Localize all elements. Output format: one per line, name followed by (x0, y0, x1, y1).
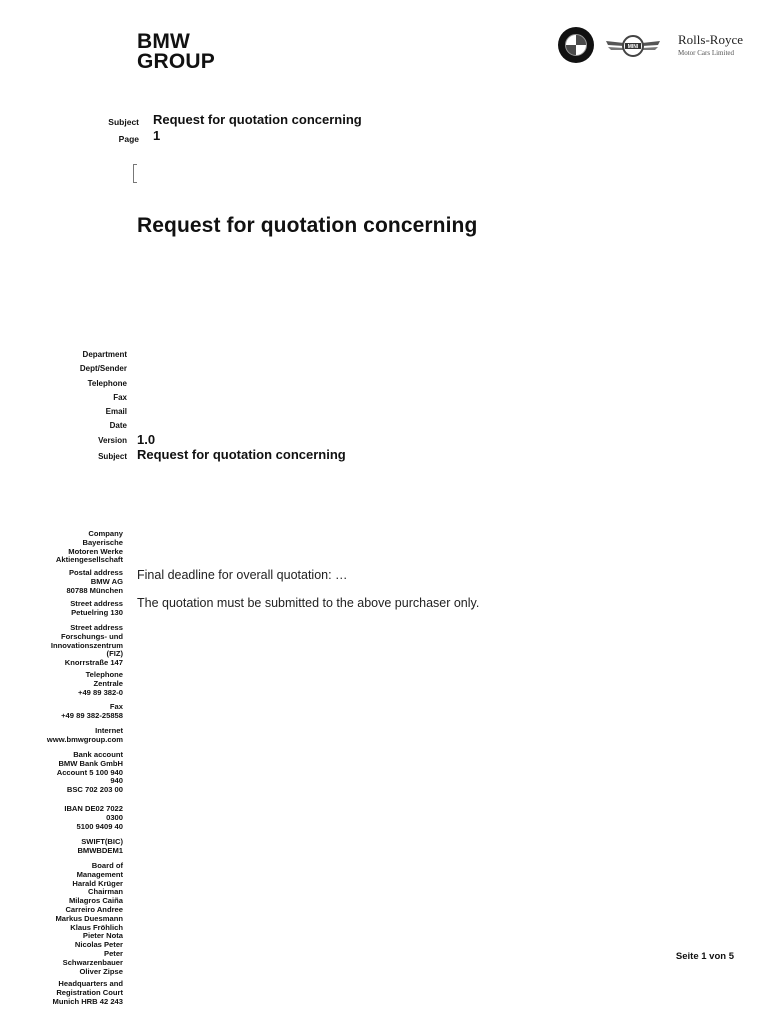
sidebar-line: Innovationszentrum (50, 640, 123, 650)
sidebar-line: BSC 702 203 00 (66, 785, 123, 795)
sidebar-line: Harald Krüger (72, 878, 123, 888)
sidebar-line: Klaus Fröhlich (70, 922, 123, 932)
sidebar-line: Nicolas Peter (74, 940, 123, 950)
submit-note-text: The quotation must be submitted to the above purchaser only. (137, 596, 480, 610)
page-counter: Seite 1 von 5 (675, 951, 734, 962)
sidebar-line: Bank account (73, 750, 123, 759)
brand-logos (556, 24, 756, 66)
sidebar-line: Fax (109, 702, 123, 711)
sidebar-line: Street address (70, 599, 123, 608)
sidebar-line: Board of (91, 861, 123, 870)
version-label: Version (98, 436, 127, 445)
sidebar-line: +49 89 382-25858 (61, 710, 123, 720)
deadline-text: Final deadline for overall quotation: … (137, 568, 348, 582)
sidebar-line: Postal address (68, 568, 123, 577)
sidebar-line: Oliver Zipse (79, 966, 123, 976)
sidebar-hq (20, 980, 123, 1006)
sidebar-line: Markus Duesmann (55, 913, 123, 923)
sidebar-line: Telephone (85, 670, 123, 679)
telephone-label: Telephone (87, 379, 127, 388)
version-value: 1.0 (137, 432, 156, 447)
address-bracket (133, 164, 137, 183)
sidebar-line: Petuelring 130 (71, 607, 123, 617)
sidebar-street-fiz (20, 624, 123, 668)
sidebar-line: Management (76, 869, 123, 879)
sidebar-line: Bayerische (82, 537, 123, 547)
sidebar-line: Aktiengesellschaft (55, 555, 123, 565)
document-title: Request for quotation concerning (137, 214, 478, 237)
sidebar-street (20, 600, 123, 618)
email-label: Email (105, 407, 127, 416)
sidebar-line: www.bmwgroup.com (46, 734, 123, 744)
meta-subject-label: Subject (98, 452, 127, 461)
sidebar-telephone (20, 671, 123, 697)
sidebar-line: BMW Bank GmbH (58, 758, 123, 768)
sidebar-line: 940 (110, 776, 123, 786)
header-subject-value: Request for quotation concerning (153, 112, 362, 127)
mini-logo-icon (606, 36, 660, 56)
header-page-value: 1 (153, 128, 161, 143)
sidebar-line: Milagros Caiña (68, 896, 123, 906)
meta-subject-value: Request for quotation concerning (137, 447, 346, 462)
dept-sender-label: Dept/Sender (79, 364, 127, 373)
header-subject-label: Subject (108, 117, 139, 127)
sidebar-line: BMW AG (90, 576, 123, 586)
sidebar-line: Pieter Nota (82, 931, 123, 941)
sidebar-line: 80788 München (66, 585, 123, 595)
sidebar-line: SWIFT(BIC) (81, 837, 123, 846)
sidebar-line: (FIZ) (106, 649, 123, 659)
header-page-label: Page (118, 134, 139, 144)
sidebar-line: Account 5 100 940 (56, 767, 123, 777)
svg-text:MINI: MINI (627, 44, 639, 50)
sidebar-fax (20, 703, 123, 721)
sidebar-line: 5100 9409 40 (76, 821, 123, 831)
sidebar-swift (20, 838, 123, 856)
sidebar-iban (20, 805, 123, 831)
sidebar-board (20, 862, 123, 976)
sidebar-line: Forschungs- und (60, 631, 123, 641)
sidebar-line: IBAN DE02 7022 (64, 804, 123, 813)
sidebar-internet (20, 727, 123, 745)
sidebar-line: 0300 (106, 812, 123, 822)
sidebar-company (20, 530, 123, 565)
sidebar-line: Munich HRB 42 243 (52, 996, 123, 1006)
sidebar-line: Schwarzenbauer (62, 957, 123, 967)
sidebar-line: Zentrale (93, 678, 123, 688)
sidebar-postal (20, 569, 123, 595)
fax-label: Fax (113, 393, 127, 402)
logo-line-1: BMW (137, 30, 191, 53)
rolls-royce-sub: Motor Cars Limited (678, 49, 734, 57)
sidebar-line: Peter (104, 948, 123, 958)
sidebar-line: +49 89 382-0 (78, 687, 123, 697)
bmw-mini-logos (556, 24, 676, 66)
rolls-royce-logo: Rolls-Royce (678, 32, 743, 47)
sidebar-line: Knorrstraße 147 (64, 658, 123, 668)
date-label: Date (109, 421, 127, 430)
sidebar-line: Company (88, 529, 123, 538)
sidebar-line: Carreiro Andree (65, 904, 123, 914)
bmw-roundel-icon (558, 27, 594, 63)
bmw-group-logo (137, 32, 215, 72)
logo-line-2: GROUP (137, 50, 216, 73)
sidebar-bank (20, 751, 123, 795)
sidebar-line: Street address (70, 623, 123, 632)
sidebar-line: Chairman (87, 887, 123, 897)
sidebar-line: Motoren Werke (68, 546, 123, 556)
department-label: Department (82, 350, 127, 359)
sidebar-line: BMWBDEM1 (77, 845, 123, 855)
sidebar-line: Registration Court (56, 987, 123, 997)
sidebar-line: Headquarters and (58, 979, 123, 988)
sidebar-line: Internet (95, 726, 123, 735)
